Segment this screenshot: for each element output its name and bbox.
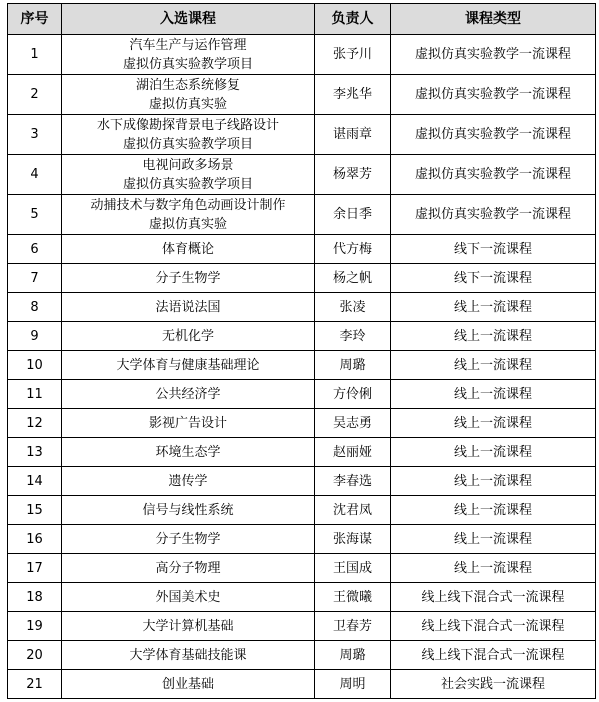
- table-row: [8, 583, 596, 612]
- cell-index: 12: [8, 409, 62, 438]
- cell-owner: 代方梅: [315, 235, 391, 264]
- cell-index: 1: [8, 35, 62, 75]
- cell-type: 线上一流课程: [391, 380, 596, 409]
- table-row: [8, 554, 596, 583]
- cell-index: 20: [8, 641, 62, 670]
- cell-owner: 吴志勇: [315, 409, 391, 438]
- cell-course: [62, 351, 315, 380]
- cell-course: [62, 75, 315, 115]
- course-name-line: 创业基础: [161, 676, 214, 692]
- cell-type: 线下一流课程: [391, 264, 596, 293]
- cell-owner: 杨之帆: [315, 264, 391, 293]
- cell-owner: 卫春芳: [315, 612, 391, 641]
- cell-owner: 周明: [315, 670, 391, 699]
- cell-course: [62, 467, 315, 496]
- cell-course: [62, 155, 315, 195]
- cell-index: 5: [8, 195, 62, 235]
- cell-owner: 谌雨章: [315, 115, 391, 155]
- table-row: [8, 496, 596, 525]
- cell-owner: 余日季: [315, 195, 391, 235]
- cell-type: 线下一流课程: [391, 235, 596, 264]
- course-name-line: 影视广告设计: [148, 415, 227, 431]
- cell-owner: 张予川: [315, 35, 391, 75]
- cell-index: 19: [8, 612, 62, 641]
- cell-index: 4: [8, 155, 62, 195]
- cell-owner: 杨翠芳: [315, 155, 391, 195]
- course-name-line: 无机化学: [161, 328, 214, 344]
- course-name-line: 大学体育与健康基础理论: [116, 357, 260, 373]
- cell-course: [62, 35, 315, 75]
- cell-course: [62, 293, 315, 322]
- cell-type: 社会实践一流课程: [391, 670, 596, 699]
- cell-type: 虚拟仿真实验教学一流课程: [391, 35, 596, 75]
- course-name-line: 遗传学: [168, 473, 208, 489]
- cell-owner: 李兆华: [315, 75, 391, 115]
- table-row: [8, 115, 596, 155]
- table-row: [8, 670, 596, 699]
- cell-owner: 王微曦: [315, 583, 391, 612]
- cell-course: [62, 322, 315, 351]
- course-name-line: 汽车生产与运作管理: [129, 37, 247, 53]
- cell-type: 线上一流课程: [391, 496, 596, 525]
- cell-owner: 张海谋: [315, 525, 391, 554]
- cell-index: 9: [8, 322, 62, 351]
- cell-owner: 张凌: [315, 293, 391, 322]
- cell-type: 线上一流课程: [391, 467, 596, 496]
- table-row: [8, 351, 596, 380]
- course-name-line: 环境生态学: [155, 444, 221, 460]
- cell-type: 线上线下混合式一流课程: [391, 583, 596, 612]
- header-course: 入选课程: [62, 4, 315, 35]
- cell-course: [62, 195, 315, 235]
- table-row: [8, 235, 596, 264]
- cell-owner: 李玲: [315, 322, 391, 351]
- header-index: 序号: [8, 4, 62, 35]
- cell-course: [62, 264, 315, 293]
- table-header-row: [8, 4, 596, 35]
- cell-index: 14: [8, 467, 62, 496]
- course-name-line: 电视问政多场景: [142, 157, 234, 173]
- cell-owner: 王国成: [315, 554, 391, 583]
- cell-type: 线上一流课程: [391, 293, 596, 322]
- table-row: [8, 75, 596, 115]
- table-row: [8, 525, 596, 554]
- cell-owner: 周璐: [315, 351, 391, 380]
- cell-index: 3: [8, 115, 62, 155]
- table-row: [8, 612, 596, 641]
- header-owner: 负责人: [315, 4, 391, 35]
- cell-course: [62, 583, 315, 612]
- cell-index: 13: [8, 438, 62, 467]
- cell-course: [62, 115, 315, 155]
- course-table: [7, 3, 596, 699]
- table-row: [8, 641, 596, 670]
- table-row: [8, 264, 596, 293]
- cell-owner: 赵丽娅: [315, 438, 391, 467]
- table-row: [8, 155, 596, 195]
- cell-type: 线上线下混合式一流课程: [391, 641, 596, 670]
- cell-index: 7: [8, 264, 62, 293]
- cell-course: [62, 235, 315, 264]
- course-name-line: 外国美术史: [155, 589, 221, 605]
- cell-owner: 沈君凤: [315, 496, 391, 525]
- course-name-line: 分子生物学: [155, 270, 221, 286]
- course-name-line: 分子生物学: [155, 531, 221, 547]
- table-row: [8, 380, 596, 409]
- course-name-line: 虚拟仿真实验教学项目: [122, 136, 253, 152]
- cell-index: 11: [8, 380, 62, 409]
- table-row: [8, 409, 596, 438]
- cell-type: 线上一流课程: [391, 322, 596, 351]
- course-name-line: 大学体育基础技能课: [129, 647, 247, 663]
- course-name-line: 湖泊生态系统修复: [135, 77, 240, 93]
- cell-index: 17: [8, 554, 62, 583]
- cell-course: [62, 409, 315, 438]
- course-name-line: 大学计算机基础: [142, 618, 234, 634]
- table-row: [8, 467, 596, 496]
- table-row: [8, 438, 596, 467]
- cell-type: 线上一流课程: [391, 351, 596, 380]
- cell-type: 虚拟仿真实验教学一流课程: [391, 155, 596, 195]
- cell-type: 线上一流课程: [391, 525, 596, 554]
- cell-type: 虚拟仿真实验教学一流课程: [391, 195, 596, 235]
- course-name-line: 信号与线性系统: [142, 502, 234, 518]
- cell-course: [62, 641, 315, 670]
- course-name-line: 虚拟仿真实验教学项目: [122, 56, 253, 72]
- cell-owner: 李春选: [315, 467, 391, 496]
- cell-type: 线上线下混合式一流课程: [391, 612, 596, 641]
- course-name-line: 高分子物理: [155, 560, 221, 576]
- cell-course: [62, 670, 315, 699]
- cell-owner: 方伶俐: [315, 380, 391, 409]
- table-row: [8, 322, 596, 351]
- course-name-line: 虚拟仿真实验: [148, 216, 227, 232]
- cell-course: [62, 380, 315, 409]
- cell-course: [62, 496, 315, 525]
- course-name-line: 公共经济学: [155, 386, 221, 402]
- table-body: [8, 35, 596, 699]
- cell-index: 21: [8, 670, 62, 699]
- cell-index: 2: [8, 75, 62, 115]
- cell-index: 10: [8, 351, 62, 380]
- course-name-line: 虚拟仿真实验: [148, 96, 227, 112]
- course-name-line: 动捕技术与数字角色动画设计制作: [90, 197, 286, 213]
- cell-owner: 周璐: [315, 641, 391, 670]
- cell-index: 18: [8, 583, 62, 612]
- table-row: [8, 35, 596, 75]
- table-row: [8, 293, 596, 322]
- cell-index: 8: [8, 293, 62, 322]
- cell-type: 线上一流课程: [391, 554, 596, 583]
- cell-course: [62, 438, 315, 467]
- cell-type: 线上一流课程: [391, 438, 596, 467]
- cell-type: 虚拟仿真实验教学一流课程: [391, 115, 596, 155]
- table-row: [8, 195, 596, 235]
- cell-course: [62, 525, 315, 554]
- cell-type: 线上一流课程: [391, 409, 596, 438]
- cell-index: 16: [8, 525, 62, 554]
- course-name-line: 法语说法国: [155, 299, 221, 315]
- cell-course: [62, 612, 315, 641]
- cell-index: 6: [8, 235, 62, 264]
- cell-type: 虚拟仿真实验教学一流课程: [391, 75, 596, 115]
- course-name-line: 体育概论: [161, 241, 214, 257]
- cell-index: 15: [8, 496, 62, 525]
- header-type: 课程类型: [391, 4, 596, 35]
- cell-course: [62, 554, 315, 583]
- course-name-line: 水下成像勘探背景电子线路设计: [96, 117, 279, 133]
- course-name-line: 虚拟仿真实验教学项目: [122, 176, 253, 192]
